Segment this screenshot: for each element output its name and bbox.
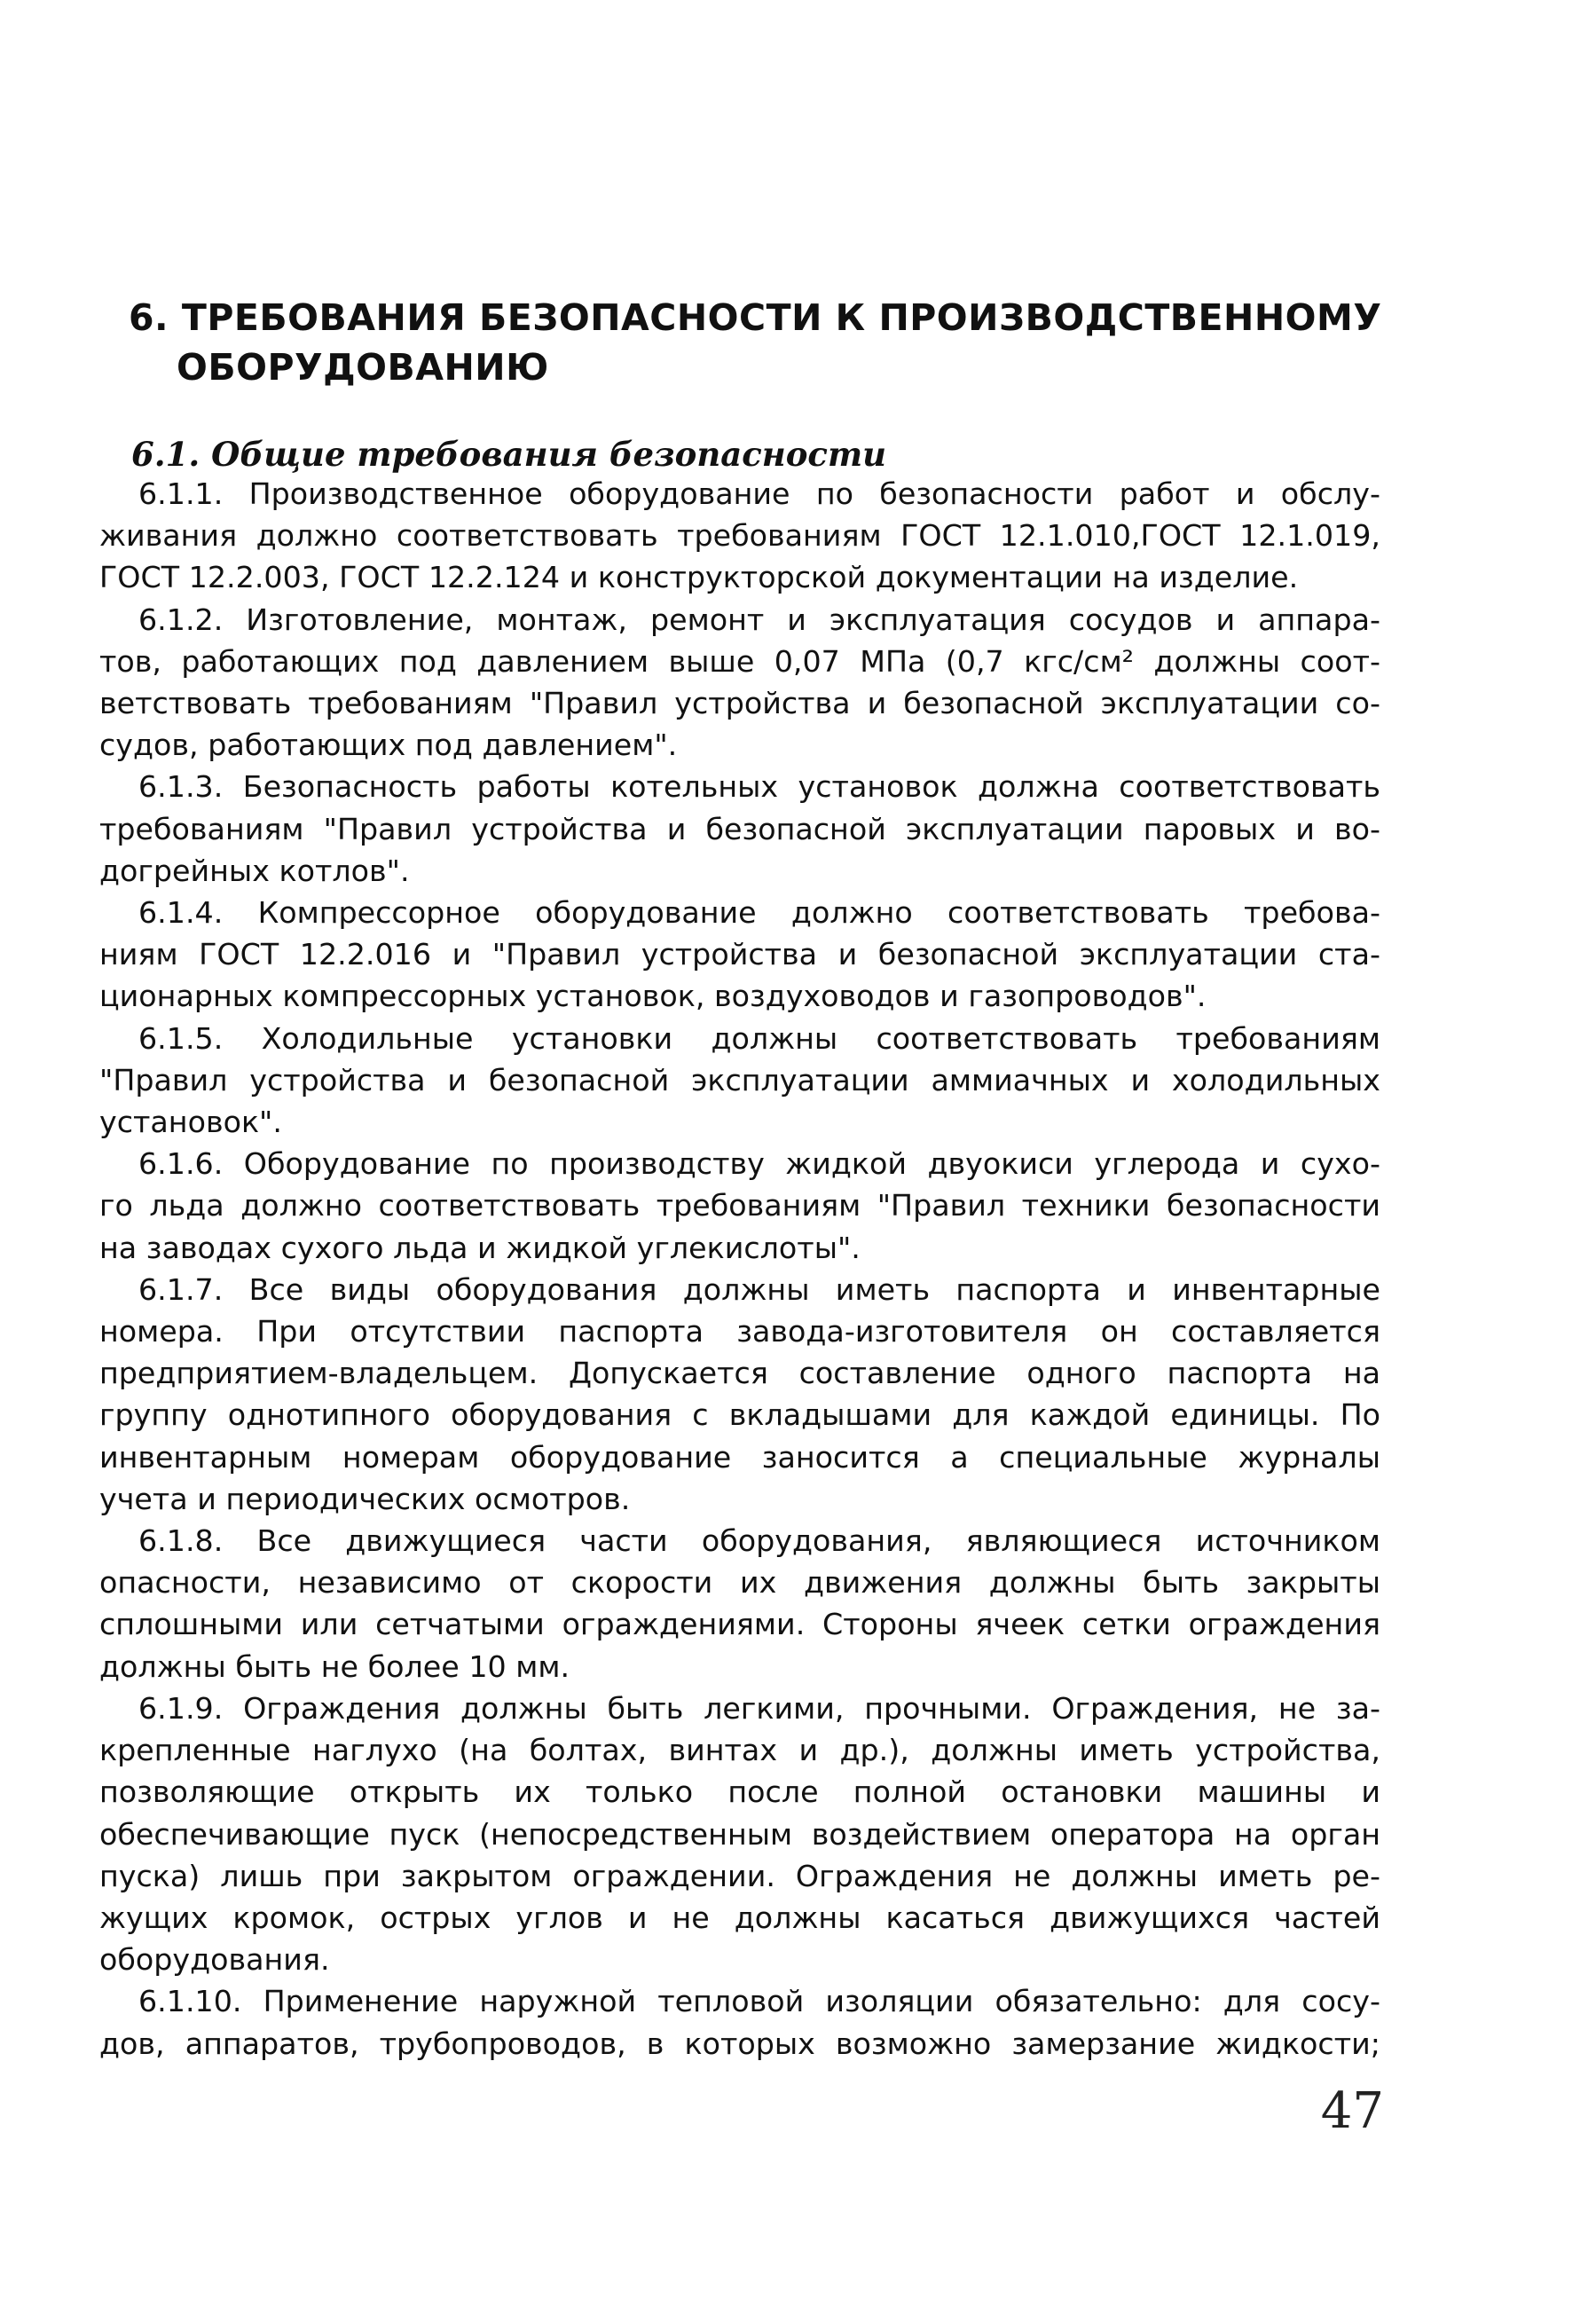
paragraph-line: учета и периодических осмотров. xyxy=(99,1481,631,1516)
paragraph xyxy=(99,1269,1380,1520)
paragraph-line: группу однотипного оборудования с вкладышами для каждой единицы. По xyxy=(99,1397,1380,1433)
paragraph-line: ветствовать требованиям "Правил устройства и безопасной эксплуатации со- xyxy=(99,686,1380,721)
paragraph-line: 6.1.2. Изготовление, монтаж, ремонт и эксплуатация сосудов и аппара- xyxy=(138,602,1380,637)
paragraph-line: 6.1.3. Безопасность работы котельных установок должна соответствовать xyxy=(138,769,1380,805)
paragraph xyxy=(99,1688,1380,1980)
body-text xyxy=(99,473,1380,2065)
paragraph-line: судов, работающих под давлением". xyxy=(99,728,678,763)
paragraph-line: пуска) лишь при закрытом ограждении. Ограждения не должны иметь ре- xyxy=(99,1858,1380,1893)
paragraph-line: крепленные наглухо (на болтах, винтах и др.), должны иметь устройства, xyxy=(99,1733,1380,1768)
paragraph-line: предприятием-владельцем. Допускается составление одного паспорта на xyxy=(99,1356,1380,1391)
paragraph-line: опасности, независимо от скорости их движения должны быть закрыты xyxy=(99,1565,1380,1601)
paragraph-line: требованиям "Правил устройства и безопасной эксплуатации паровых и во- xyxy=(99,811,1380,846)
paragraph xyxy=(99,473,1380,599)
paragraph xyxy=(99,1018,1380,1144)
paragraph-line: догрейных котлов". xyxy=(99,853,410,888)
paragraph-line: инвентарным номерам оборудование заносится а специальные журналы xyxy=(99,1439,1380,1475)
paragraph-line: 6.1.9. Ограждения должны быть легкими, прочными. Ограждения, не за- xyxy=(138,1690,1380,1726)
paragraph-line: живания должно соответствовать требованиям ГОСТ 12.1.010,ГОСТ 12.1.019, xyxy=(99,518,1380,554)
paragraph-line: 6.1.10. Применение наружной тепловой изоляции обязательно: для сосу- xyxy=(138,1984,1380,2019)
paragraph-line: 6.1.7. Все виды оборудования должны иметь паспорта и инвентарные xyxy=(138,1271,1380,1307)
paragraph-line: позволяющие открыть их только после полной остановки машины и xyxy=(99,1774,1380,1810)
paragraph-line: "Правил устройства и безопасной эксплуатации аммиачных и холодильных xyxy=(99,1062,1380,1097)
paragraph-line: должны быть не более 10 мм. xyxy=(99,1648,570,1684)
section-heading-line-1 xyxy=(129,293,1388,342)
paragraph-line: 6.1.6. Оборудование по производству жидкой двуокиси углерода и сухо- xyxy=(138,1146,1380,1182)
paragraph-line: 6.1.5. Холодильные установки должны соответствовать требованиям xyxy=(138,1020,1380,1056)
paragraph-line: ниям ГОСТ 12.2.016 и "Правил устройства и безопасной эксплуатации ста- xyxy=(99,937,1380,972)
paragraph-line: жущих кромок, острых углов и не должны касаться движущихся частей xyxy=(99,1900,1380,1935)
paragraph xyxy=(99,599,1380,767)
paragraph-line: ГОСТ 12.2.003, ГОСТ 12.2.124 и конструкторской документации на изделие. xyxy=(99,560,1299,595)
page-number: 47 xyxy=(1320,2082,1384,2140)
paragraph-line: го льда должно соответствовать требованиям "Правил техники безопасности xyxy=(99,1188,1380,1223)
paragraph-line: дов, аппаратов, трубопроводов, в которых возможно замерзание жидкости; xyxy=(99,2026,1380,2061)
paragraph xyxy=(99,892,1380,1018)
paragraph-line: установок". xyxy=(99,1105,282,1140)
paragraph-line: обеспечивающие пуск (непосредственным воздействием оператора на орган xyxy=(99,1816,1380,1852)
paragraph xyxy=(99,1980,1380,2064)
paragraph-line: номера. При отсутствии паспорта завода-изготовителя он составляется xyxy=(99,1314,1380,1349)
paragraph-line: ционарных компрессорных установок, воздуховодов и газопроводов". xyxy=(99,979,1207,1014)
section-title-part-1: ТРЕБОВАНИЯ БЕЗОПАСНОСТИ К ПРОИЗВОДСТВЕННОМУ xyxy=(181,296,1382,339)
section-number: 6. xyxy=(129,296,169,339)
paragraph-line: 6.1.4. Компрессорное оборудование должно соответствовать требова- xyxy=(138,895,1380,931)
paragraph-line: оборудования. xyxy=(99,1942,330,1978)
section-heading xyxy=(129,293,1388,392)
subsection-heading: 6.1. Общие требования безопасности xyxy=(131,435,886,474)
paragraph xyxy=(99,1520,1380,1688)
paragraph xyxy=(99,1143,1380,1269)
paragraph-line: сплошными или сетчатыми ограждениями. Стороны ячеек сетки ограждения xyxy=(99,1607,1380,1642)
paragraph-line: тов, работающих под давлением выше 0,07 МПа (0,7 кгс/см² должны соот- xyxy=(99,643,1380,679)
paragraph-line: 6.1.8. Все движущиеся части оборудования, являющиеся источником xyxy=(138,1523,1380,1559)
paragraph xyxy=(99,766,1380,892)
section-title-part-2: ОБОРУДОВАНИЮ xyxy=(177,346,549,389)
paragraph-line: 6.1.1. Производственное оборудование по безопасности работ и обслу- xyxy=(138,476,1380,511)
paragraph-line: на заводах сухого льда и жидкой углекислоты". xyxy=(99,1230,861,1265)
